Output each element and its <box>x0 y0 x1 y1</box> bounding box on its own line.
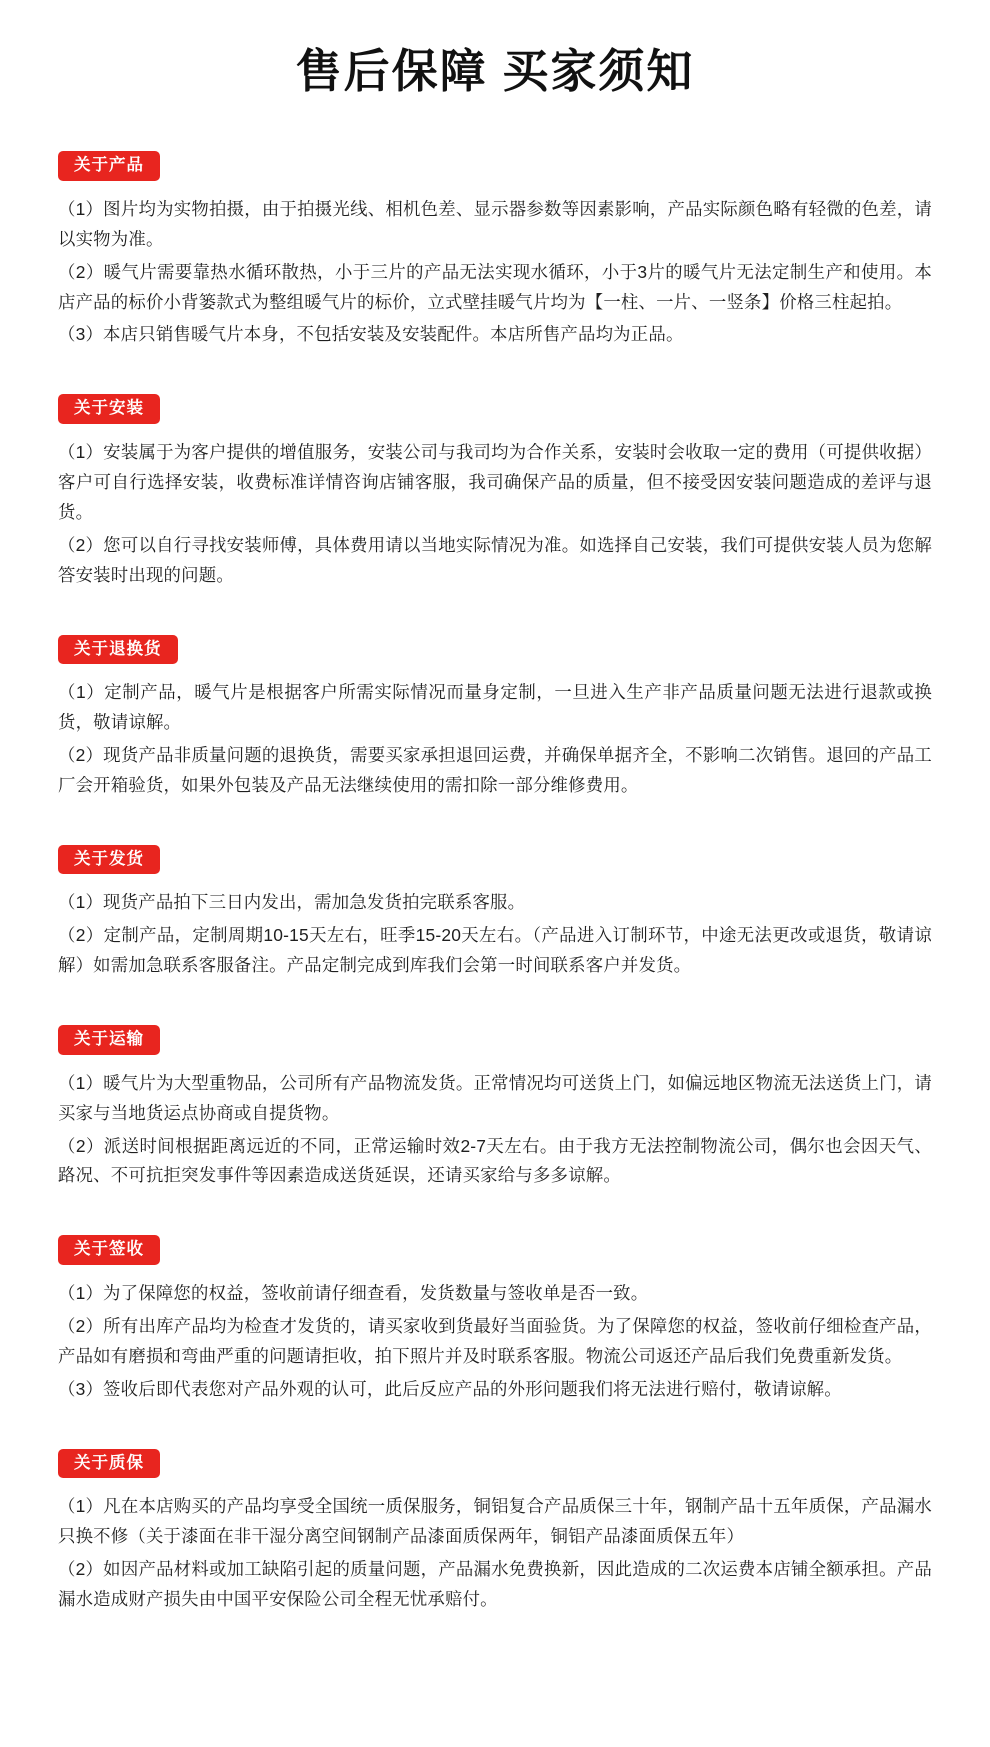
section-body-transport <box>52 1069 938 1192</box>
section-badge-returns: 关于退换货 <box>58 635 178 665</box>
paragraph: （1）为了保障您的权益，签收前请仔细查看，发货数量与签收单是否一致。 <box>58 1282 649 1303</box>
section-body-installation <box>52 438 938 591</box>
section-badge-warranty: 关于质保 <box>58 1449 160 1479</box>
section-body-warranty <box>52 1492 938 1615</box>
section-about-transport <box>52 1025 938 1191</box>
section-body-shipping <box>52 888 938 981</box>
paragraph: （3）本店只销售暖气片本身，不包括安装及安装配件。本店所售产品均为正品。 <box>58 324 684 345</box>
section-about-returns <box>52 635 938 801</box>
section-about-receipt <box>52 1235 938 1404</box>
paragraph: （2）现货产品非质量问题的退换货，需要买家承担退回运费，并确保单据齐全，不影响二次销售。退回的产品工厂会开箱验货，如果外包装及产品无法继续使用的需扣除一部分维修费用。 <box>58 744 932 795</box>
section-badge-product: 关于产品 <box>58 151 160 181</box>
paragraph: （1）安装属于为客户提供的增值服务，安装公司与我司均为合作关系，安装时会收取一定的费用（可提供收据）客户可自行选择安装，收费标准详情咨询店铺客服，我司确保产品的质量，但不接受因安装问题造成的差评与退货。 <box>58 441 932 522</box>
paragraph: （1）图片均为实物拍摄，由于拍摄光线、相机色差、显示器参数等因素影响，产品实际颜色略有轻微的色差，请以实物为准。 <box>58 198 932 249</box>
section-about-installation <box>52 394 938 590</box>
paragraph: （2）如因产品材料或加工缺陷引起的质量问题，产品漏水免费换新，因此造成的二次运费本店铺全额承担。产品漏水造成财产损失由中国平安保险公司全程无忧承赔付。 <box>58 1559 932 1609</box>
paragraph: （2）派送时间根据距离远近的不同，正常运输时效2-7天左右。由于我方无法控制物流公司，偶尔也会因天气、路况、不可抗拒突发事件等因素造成送货延误，还请买家给与多多谅解。 <box>58 1135 932 1186</box>
section-body-returns <box>52 678 938 801</box>
paragraph: （2）所有出库产品均为检查才发货的，请买家收到货最好当面验货。为了保障您的权益，签收前仔细检查产品，产品如有磨损和弯曲严重的问题请拒收，拍下照片并及时联系客服。物流公司返还产品后我们免费重新发货。 <box>58 1315 932 1366</box>
section-badge-transport: 关于运输 <box>58 1025 160 1055</box>
paragraph: （1）凡在本店购买的产品均享受全国统一质保服务，铜铝复合产品质保三十年，钢制产品十五年质保，产品漏水只换不修（关于漆面在非干湿分离空间钢制产品漆面质保两年，铜铝产品漆面质保五年） <box>58 1496 932 1547</box>
paragraph: （2）您可以自行寻找安装师傅，具体费用请以当地实际情况为准。如选择自己安装，我们可提供安装人员为您解答安装时出现的问题。 <box>58 534 932 585</box>
section-about-warranty <box>52 1449 938 1615</box>
paragraph: （1）暖气片为大型重物品，公司所有产品物流发货。正常情况均可送货上门，如偏远地区物流无法送货上门，请买家与当地货运点协商或自提货物。 <box>58 1072 932 1123</box>
section-body-product <box>52 195 938 351</box>
section-about-shipping <box>52 845 938 981</box>
paragraph: （2）定制产品，定制周期10-15天左右，旺季15-20天左右。（产品进入订制环节，中途无法更改或退货，敬请谅解）如需加急联系客服备注。产品定制完成到库我们会第一时间联系客户并发货。 <box>58 925 932 976</box>
section-about-product <box>52 151 938 350</box>
paragraph: （2）暖气片需要靠热水循环散热，小于三片的产品无法实现水循环，小于3片的暖气片无法定制生产和使用。本店产品的标价小背篓款式为整组暖气片的标价，立式壁挂暖气片均为【一柱、一片、一竖条】价格三柱起拍。 <box>58 261 932 312</box>
section-body-receipt <box>52 1279 938 1405</box>
paragraph: （1）定制产品，暖气片是根据客户所需实际情况而量身定制，一旦进入生产非产品质量问题无法进行退款或换货，敬请谅解。 <box>58 682 932 732</box>
section-badge-receipt: 关于签收 <box>58 1235 160 1265</box>
section-badge-installation: 关于安装 <box>58 394 160 424</box>
paragraph: （3）签收后即代表您对产品外观的认可，此后反应产品的外形问题我们将无法进行赔付，敬请谅解。 <box>58 1378 842 1399</box>
section-badge-shipping: 关于发货 <box>58 845 160 875</box>
paragraph: （1）现货产品拍下三日内发出，需加急发货拍完联系客服。 <box>58 892 526 913</box>
page-title: 售后保障 买家须知 <box>295 45 695 97</box>
